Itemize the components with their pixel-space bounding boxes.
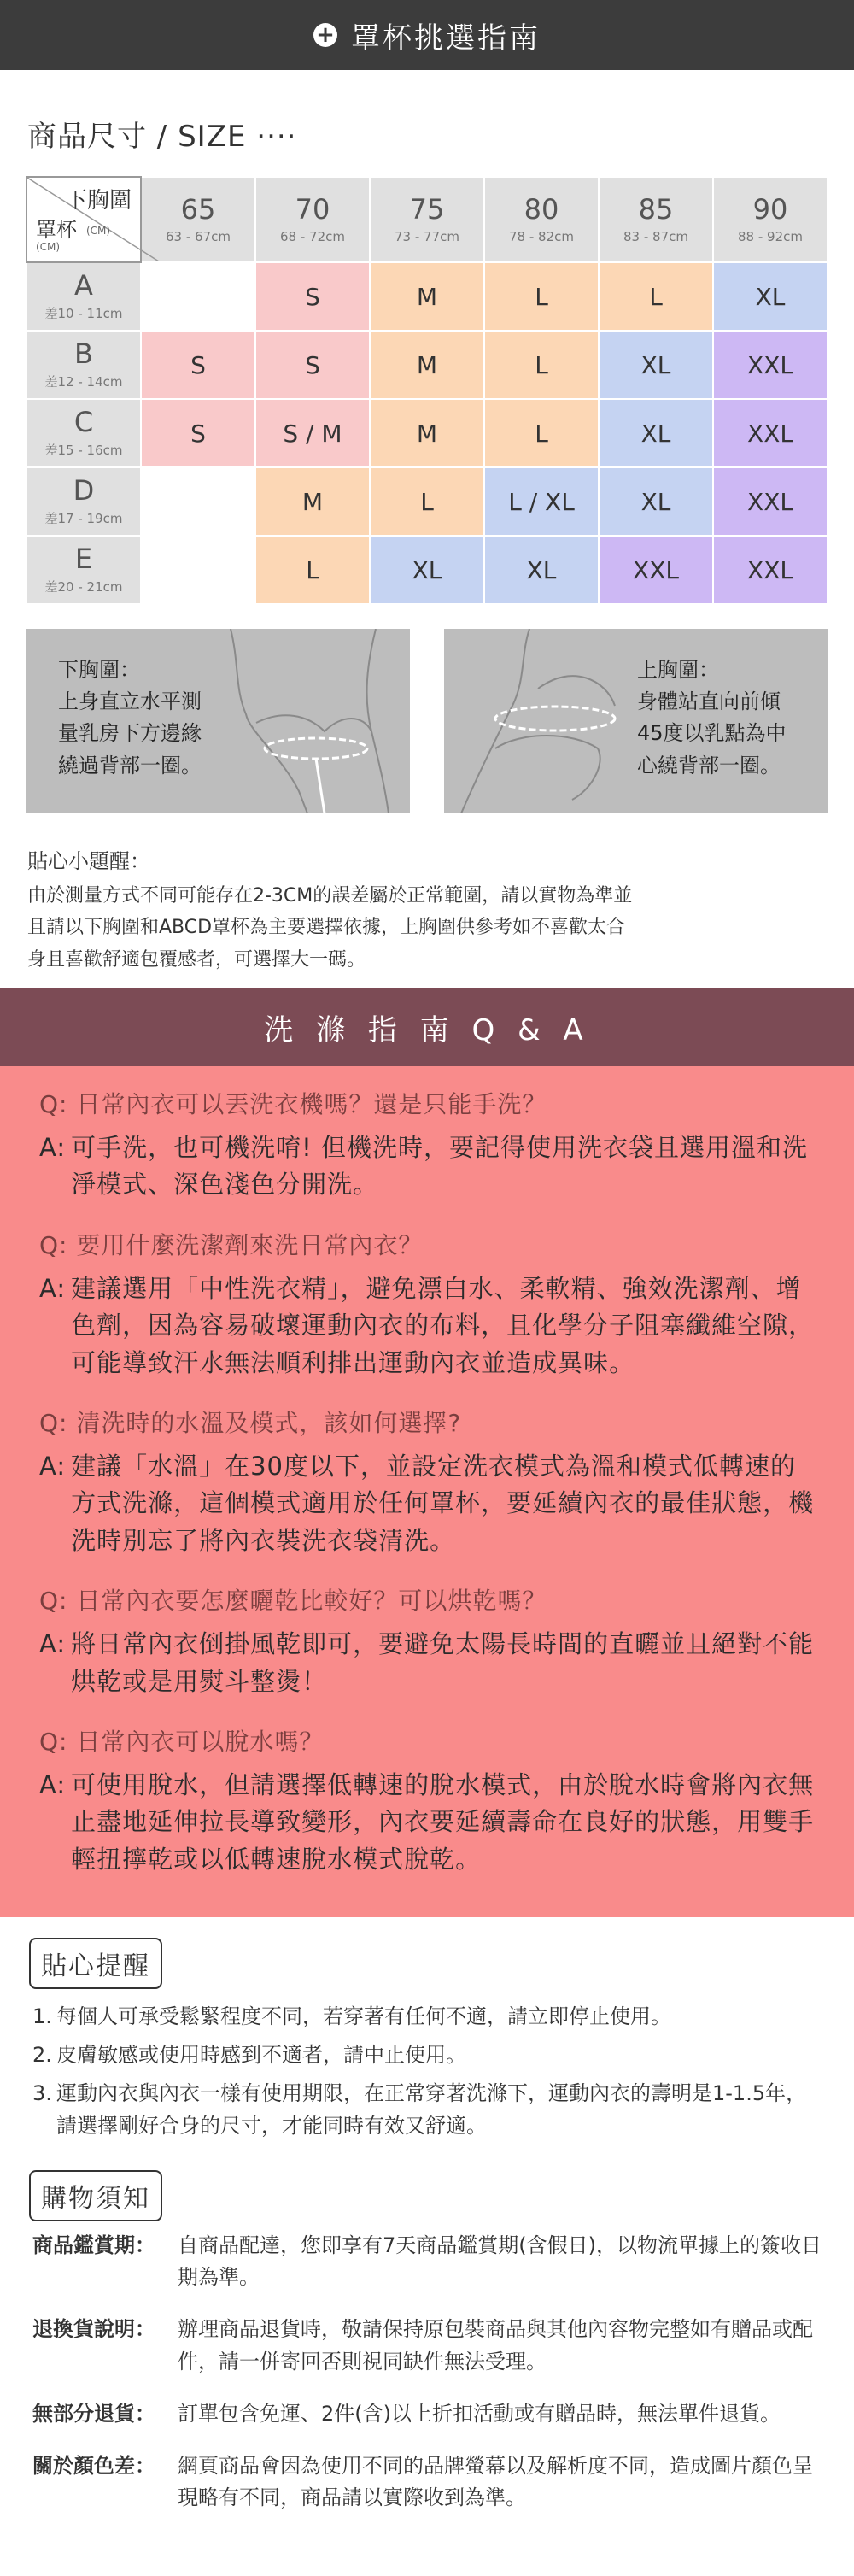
qa-answer-label: A: <box>39 1273 67 1303</box>
list-item: 3. 運動內衣與內衣一樣有使用期限，在正常穿著洗滌下，運動內衣的壽明是1-1.5年，請選擇剛好合身的尺寸，才能同時有效又舒適。 <box>32 2081 807 2138</box>
cup-header: E 差20 - 21cm <box>26 536 141 604</box>
underbust-line: 量乳房下方邊緣 <box>58 721 202 746</box>
overbust-line: 45度以乳點為中 <box>637 721 787 746</box>
table-row <box>26 536 828 604</box>
tips-line: 身且喜歡舒適包覆感者，可選擇大一碼。 <box>27 948 366 971</box>
table-row <box>26 467 828 536</box>
list-item: 商品鑑賞期： 自商品配達，您即享有7天商品鑑賞期(含假日)，以物流單據上的簽收日期為準。 <box>32 2233 822 2290</box>
size-cell: L <box>484 399 599 467</box>
underbust-line: 繞過背部一圈。 <box>58 753 202 777</box>
size-cell: L / XL <box>484 467 599 536</box>
qa-item <box>39 1088 815 1204</box>
qa-question: Q: 日常內衣可以丟洗衣機嗎？還是只能手洗？ <box>39 1090 547 1118</box>
underbust-line: 上身直立水平測 <box>58 689 202 714</box>
qa-section <box>0 1066 854 1917</box>
purchase-heading: 購物須知 <box>29 2170 162 2221</box>
qa-item <box>39 1585 815 1700</box>
size-cell: XL <box>713 262 828 331</box>
qa-answer-label: A: <box>39 1769 67 1799</box>
plus-icon: + <box>313 23 337 47</box>
size-table <box>26 176 828 605</box>
qa-answer: 可手洗，也可機洗唷! 但機洗時，要記得使用洗衣袋且選用溫和洗淨模式、深色淺色分開洗。 <box>71 1132 808 1200</box>
column-header: 90 88 - 92cm <box>713 177 828 262</box>
purchase-list <box>32 2230 827 2534</box>
column-header: 70 68 - 72cm <box>255 177 370 262</box>
corner-cup-unit: (CM) <box>36 240 61 253</box>
overbust-line: 身體站直向前傾 <box>637 689 781 714</box>
corner-underbust-unit: (CM) <box>85 225 111 237</box>
tips-line: 由於測量方式不同可能存在2-3CM的誤差屬於正常範圍，請以實物為準並 <box>27 885 633 907</box>
size-cell: S <box>255 262 370 331</box>
corner-cup-label: 罩杯 <box>36 218 77 243</box>
qa-item <box>39 1726 815 1878</box>
qa-title-bar: 洗 滌 指 南 Q & A <box>0 988 854 1066</box>
size-cell: L <box>255 536 370 604</box>
size-cell: L <box>484 331 599 399</box>
header-title: 罩杯挑選指南 <box>351 21 541 56</box>
size-cell <box>141 262 255 331</box>
list-item: 無部分退貨： 訂單包含免運、2件(含)以上折扣活動或有贈品時，無法單件退貨。 <box>32 2401 781 2426</box>
size-cell: M <box>370 331 484 399</box>
size-cell: S <box>141 331 255 399</box>
size-cell: S <box>255 331 370 399</box>
size-cell: XXL <box>713 536 828 604</box>
column-header: 80 78 - 82cm <box>484 177 599 262</box>
table-corner <box>26 177 141 262</box>
size-table-header <box>26 177 828 262</box>
qa-item <box>39 1407 815 1559</box>
qa-answer: 建議「水溫」在30度以下，並設定洗衣模式為溫和模式低轉速的方式洗滌，這個模式適用於任何罩杯，要延續內衣的最佳狀態，機洗時別忘了將內衣裝洗衣袋清洗。 <box>71 1451 815 1555</box>
list-item: 關於顏色差： 網頁商品會因為使用不同的品牌螢幕以及解析度不同，造成圖片顏色呈現略有不同，商品請以實際收到為準。 <box>32 2453 813 2510</box>
overbust-line: 上胸圍： <box>637 658 719 682</box>
qa-question: Q: 日常內衣可以脫水嗎？ <box>39 1728 325 1757</box>
qa-question: Q: 要用什麼洗潔劑來洗日常內衣？ <box>39 1230 424 1259</box>
corner-underbust-label: 下胸圍 <box>64 188 132 214</box>
size-cell: S <box>141 399 255 467</box>
cup-header: B 差12 - 14cm <box>26 331 141 399</box>
overbust-measure-image <box>444 629 828 813</box>
underbust-measure-image <box>26 629 410 813</box>
qa-answer-label: A: <box>39 1451 67 1481</box>
qa-answer: 可使用脫水，但請選擇低轉速的脫水模式，由於脫水時會將內衣無止盡地延伸拉長導致變形，內衣要延續壽命在良好的狀態，用雙手輕扭擰乾或以低轉速脫水模式脫乾。 <box>71 1769 815 1874</box>
size-cell: M <box>370 399 484 467</box>
size-cell <box>141 536 255 604</box>
tips-line: 且請以下胸圍和ABCD罩杯為主要選擇依據，上胸圍供參考如不喜歡太合 <box>27 917 626 939</box>
cup-header: D 差17 - 19cm <box>26 467 141 536</box>
size-cell: XL <box>370 536 484 604</box>
underbust-line: 下胸圍： <box>58 658 140 682</box>
qa-answer-label: A: <box>39 1629 67 1659</box>
size-cell: XL <box>484 536 599 604</box>
notes-heading: 貼心提醒 <box>29 1938 162 1989</box>
size-cell: S / M <box>255 399 370 467</box>
size-cell: M <box>255 467 370 536</box>
size-cell: M <box>370 262 484 331</box>
size-cell: L <box>484 262 599 331</box>
size-title: 商品尺寸 / SIZE ···· <box>27 120 297 154</box>
list-item: 2. 皮膚敏感或使用時感到不適者，請中止使用。 <box>32 2043 466 2068</box>
qa-answer: 將日常內衣倒掛風乾即可，要避免太陽長時間的直曬並且絕對不能烘乾或是用熨斗整燙！ <box>71 1629 815 1696</box>
tips-heading: 貼心小題醒： <box>27 849 150 873</box>
qa-answer-label: A: <box>39 1132 67 1162</box>
list-item: 1. 每個人可承受鬆緊程度不同，若穿著有任何不適，請立即停止使用。 <box>32 2004 671 2028</box>
tips-paragraph <box>27 880 796 976</box>
table-row <box>26 262 828 331</box>
column-header: 65 63 - 67cm <box>141 177 255 262</box>
table-row <box>26 331 828 399</box>
overbust-line: 心繞背部一圈。 <box>637 753 781 777</box>
notes-list <box>32 2001 827 2149</box>
column-header: 75 73 - 77cm <box>370 177 484 262</box>
cup-header: A 差10 - 11cm <box>26 262 141 331</box>
size-cell: XXL <box>599 536 713 604</box>
size-cell: XXL <box>713 467 828 536</box>
size-cell: XXL <box>713 331 828 399</box>
qa-answer: 建議選用「中性洗衣精」，避免漂白水、柔軟精、強效洗潔劑、增色劑，因為容易破壞運動內衣的布料，且化學分子阻塞纖維空隙，可能導致汗水無法順利排出運動內衣並造成異味。 <box>71 1273 815 1377</box>
qa-question: Q: 清洗時的水溫及模式，該如何選擇? <box>39 1409 462 1438</box>
table-row <box>26 399 828 467</box>
qa-question: Q: 日常內衣要怎麼曬乾比較好？可以烘乾嗎？ <box>39 1587 547 1616</box>
size-cell: XXL <box>713 399 828 467</box>
cup-header: C 差15 - 16cm <box>26 399 141 467</box>
guide-header <box>0 0 854 70</box>
qa-item <box>39 1229 815 1382</box>
size-cell: L <box>599 262 713 331</box>
size-cell: L <box>370 467 484 536</box>
size-cell: XL <box>599 331 713 399</box>
column-header: 85 83 - 87cm <box>599 177 713 262</box>
size-cell: XL <box>599 399 713 467</box>
size-cell <box>141 467 255 536</box>
list-item: 退換貨說明： 辦理商品退貨時，敬請保持原包裝商品與其他內容物完整如有贈品或配件，請一併寄回否則視同缺件無法受理。 <box>32 2317 813 2374</box>
size-cell: XL <box>599 467 713 536</box>
